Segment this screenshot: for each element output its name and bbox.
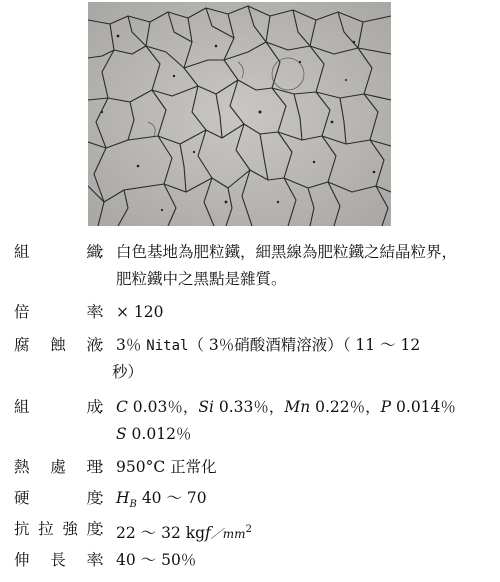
specification-list [14,240,494,579]
colon: ： [98,243,114,261]
etchant-value-line2: 秒） [112,363,144,381]
composition-row-continued [14,422,494,447]
tensile-strength-label: 抗 拉 強 度 [14,520,102,538]
elongation-row [14,548,494,573]
etchant-row [14,333,494,358]
structure-label: 組 織 [14,243,102,261]
colon: ： [98,551,114,569]
micrograph-icon [88,2,391,226]
structure-value-line2: 肥粒鐵中之黑點是雜質。 [116,270,287,288]
colon: ： [98,458,114,476]
hardness-label: 硬 度 [14,489,102,507]
colon: ： [98,520,114,538]
magnification-row [14,300,494,325]
micrograph-image [88,2,391,226]
magnification-label: 倍 率 [14,303,102,321]
hardness-row [14,486,494,511]
etchant-label: 腐 蝕 液 [14,336,102,354]
structure-row-continued [14,267,494,292]
composition-value-line2: S 0.012％ [116,425,192,443]
composition-row [14,395,494,420]
structure-value-line1: 白色基地為肥粒鐵，細黑線為肥粒鐵之結晶粒界， [116,243,458,261]
heat-treatment-value: 950°C 正常化 [116,458,217,476]
tensile-strength-row [14,517,494,542]
magnification-value: × 120 [116,303,164,321]
heat-treatment-label: 熱 處 理 [14,458,102,476]
colon: ： [98,398,114,416]
nital-text: Nital [146,338,189,354]
tensile-strength-value: 22 ～ 32 $kgf/mm^2$ [116,524,252,543]
etchant-value: 3％ Nital（ 3％硝酸酒精溶液）（ 11 ～ 12 [116,336,421,354]
structure-row [14,240,494,265]
etchant-row-continued [14,360,494,385]
colon: ： [98,489,114,507]
hardness-value: $H_B$ 40 ～ 70 [116,489,207,511]
elongation-label: 伸 長 率 [14,551,102,569]
elongation-value: 40 ～ 50％ [116,551,197,569]
heat-treatment-row [14,455,494,480]
colon: ： [98,336,114,354]
composition-label: 組 成 [14,398,102,416]
composition-value: C 0.03％，Si 0.33％，Mn 0.22％，P 0.014％ [116,398,456,416]
colon: ： [98,303,114,321]
